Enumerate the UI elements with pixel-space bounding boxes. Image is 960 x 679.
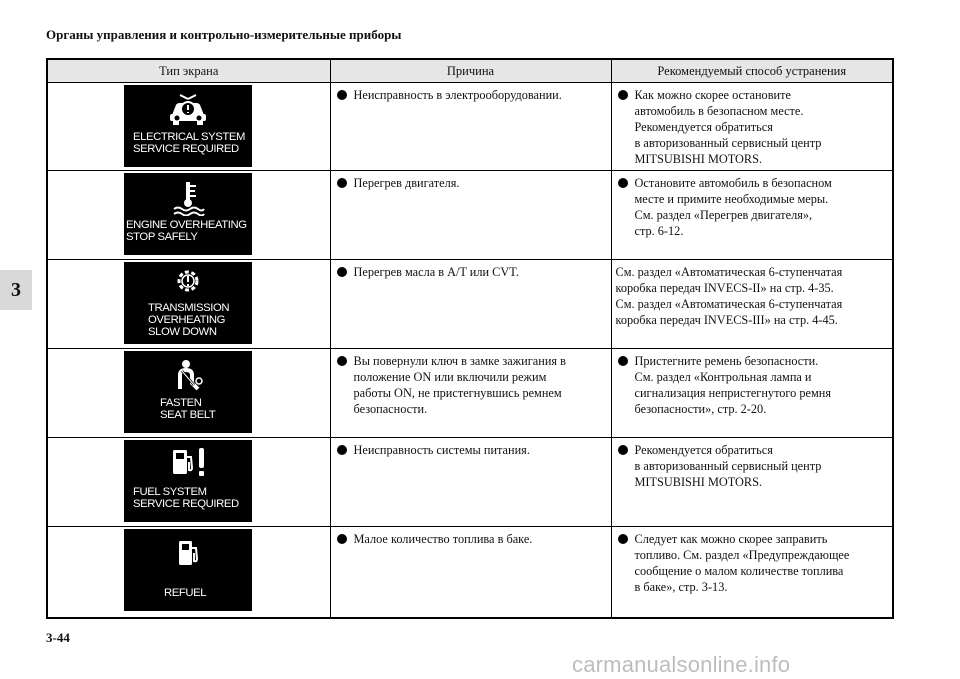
watermark: carmanualsonline.info xyxy=(572,652,791,677)
cause-cell xyxy=(330,171,611,260)
cause-cell xyxy=(330,438,611,527)
remedy-cell xyxy=(611,527,893,618)
cause-cell xyxy=(330,349,611,438)
warning-messages-table xyxy=(46,58,894,619)
cause-cell xyxy=(330,527,611,618)
cause-text: Вы повернули ключ в замке зажигания в положение ON или включили режим работы ON, не пристегнувшись ремнем безопасности. xyxy=(353,354,566,416)
bullet-icon xyxy=(337,178,347,188)
display-screen-engine-overheating xyxy=(124,173,252,255)
bullet-icon xyxy=(337,445,347,455)
bullet-icon xyxy=(618,445,628,455)
display-text: ELECTRICAL SYSTEM SERVICE REQUIRED xyxy=(133,131,246,155)
display-screen-fuel-system xyxy=(124,440,252,522)
display-text: REFUEL xyxy=(164,587,207,599)
chapter-tab: 3 xyxy=(0,270,32,310)
remedy-cell xyxy=(611,260,893,349)
cause-text: Малое количество топлива в баке. xyxy=(353,532,533,546)
page-header-title: Органы управления и контрольно-измерительные приборы xyxy=(46,27,402,42)
remedy-text: Как можно скорее остановите автомобиль в безопасном месте. Рекомендуется обратиться в авторизованный сервисный центр MITSUBISHI MOTORS. xyxy=(634,88,822,166)
car-warning-icon xyxy=(124,93,252,127)
display-text: FUEL SYSTEM SERVICE REQUIRED xyxy=(133,486,239,510)
screen-type-cell xyxy=(47,349,330,438)
cause-text: Неисправность системы питания. xyxy=(353,443,530,457)
bullet-icon xyxy=(337,90,347,100)
page-number: 3-44 xyxy=(46,630,70,645)
remedy-cell xyxy=(611,349,893,438)
table-row xyxy=(47,171,893,260)
cause-cell xyxy=(330,83,611,171)
fuel-pump-icon xyxy=(124,537,252,569)
transmission-gear-icon xyxy=(124,266,252,296)
cause-text: Перегрев двигателя. xyxy=(353,176,460,190)
table-row xyxy=(47,527,893,618)
table-row xyxy=(47,260,893,349)
column-header-cause: Причина xyxy=(330,59,611,83)
bullet-icon xyxy=(337,356,347,366)
bullet-icon xyxy=(337,534,347,544)
display-screen-transmission xyxy=(124,262,252,344)
table-row xyxy=(47,438,893,527)
remedy-text: Остановите автомобиль в безопасном месте и примите необходимые меры. См. раздел «Перегрев двигателя», стр. 6-12. xyxy=(634,176,832,238)
screen-type-cell xyxy=(47,83,330,171)
screen-type-cell xyxy=(47,260,330,349)
remedy-cell xyxy=(611,171,893,260)
table-row xyxy=(47,83,893,171)
column-header-screen-type: Тип экрана xyxy=(47,59,330,83)
cause-text: Перегрев масла в A/T или CVT. xyxy=(353,265,519,279)
table-row xyxy=(47,349,893,438)
coolant-temperature-icon xyxy=(124,180,252,216)
display-screen-electrical xyxy=(124,85,252,167)
column-header-remedy: Рекомендуемый способ устранения xyxy=(611,59,893,83)
table-header-row xyxy=(47,59,893,83)
bullet-icon xyxy=(618,534,628,544)
bullet-icon xyxy=(618,356,628,366)
display-text: FASTEN SEAT BELT xyxy=(160,397,216,421)
remedy-cell xyxy=(611,83,893,171)
remedy-text: См. раздел «Автоматическая 6-ступенчатая коробка передач INVECS-II» на стр. 4-35. См. раздел «Автоматическая 6-ступенчатая коробка передач INVECS-III» на стр. 4-45. xyxy=(615,265,843,327)
bullet-icon xyxy=(618,90,628,100)
remedy-text: Пристегните ремень безопасности. См. раздел «Контрольная лампа и сигнализация непристегнутого ремня безопасности», стр. 2-20. xyxy=(634,354,832,416)
cause-cell xyxy=(330,260,611,349)
screen-type-cell xyxy=(47,527,330,618)
bullet-icon xyxy=(618,178,628,188)
screen-type-cell xyxy=(47,171,330,260)
screen-type-cell xyxy=(47,438,330,527)
remedy-text: Следует как можно скорее заправить топливо. См. раздел «Предупреждающее сообщение о малом количестве топлива в баке», стр. 3-13. xyxy=(634,532,850,594)
display-text: ENGINE OVERHEATING STOP SAFELY xyxy=(126,219,247,243)
seat-belt-icon xyxy=(124,359,252,393)
display-screen-refuel xyxy=(124,529,252,611)
display-text: TRANSMISSION OVERHEATING SLOW DOWN xyxy=(148,302,230,338)
remedy-text: Рекомендуется обратиться в авторизованный сервисный центр MITSUBISHI MOTORS. xyxy=(634,443,822,489)
bullet-icon xyxy=(337,267,347,277)
cause-text: Неисправность в электрооборудовании. xyxy=(353,88,562,102)
display-screen-seat-belt xyxy=(124,351,252,433)
fuel-pump-warning-icon xyxy=(124,444,252,480)
remedy-cell xyxy=(611,438,893,527)
